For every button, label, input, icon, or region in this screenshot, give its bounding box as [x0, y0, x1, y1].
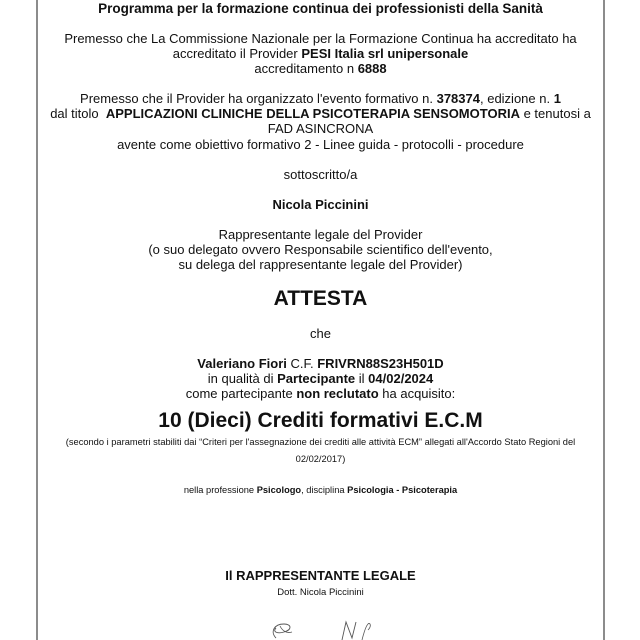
- premise1-text: Premesso che La Commissione Nazionale per la Formazione Continua ha accreditato ha: [64, 31, 577, 46]
- che-line: [38, 326, 603, 342]
- accreditation-label: accreditamento n: [254, 61, 358, 76]
- criteria-note-text-2: 02/02/2017): [295, 454, 346, 464]
- participant-line: [38, 356, 603, 372]
- cf-label: C.F.: [286, 356, 318, 371]
- held-at-label: e tenutosi a: [519, 106, 591, 121]
- status-label: come partecipante: [185, 386, 297, 401]
- che-text: che: [310, 326, 331, 341]
- criteria-note-line1: [38, 436, 603, 448]
- role-text-1: Rappresentante legale del Provider: [218, 227, 423, 242]
- program-header-text: Programma per la formazione continua dei professionisti della Sanità: [98, 1, 543, 16]
- undersigned-label: [38, 167, 603, 183]
- signature-name: [38, 587, 603, 599]
- premise2-line1: [38, 91, 603, 107]
- event-prefix: Premesso che il Provider ha organizzato l'evento formativo n.: [80, 91, 437, 106]
- credits-heading: [38, 409, 603, 433]
- program-header: [38, 1, 603, 17]
- profession-label: nella professione: [183, 485, 257, 495]
- premise1-line2: [38, 46, 603, 62]
- event-location: FAD ASINCRONA: [267, 121, 374, 136]
- premise1-line1: [38, 31, 603, 47]
- premise1-line3: [38, 61, 603, 77]
- recruitment-status: non reclutato: [296, 386, 379, 401]
- handwritten-signature-icon: [262, 618, 382, 640]
- edition-label: , edizione n.: [479, 91, 554, 106]
- event-number: 378374: [436, 91, 480, 106]
- capacity-line: [38, 371, 603, 387]
- discipline-value: Psicologia - Psicoterapia: [347, 485, 458, 495]
- status-line: [38, 386, 603, 402]
- signature-title-text: Il RAPPRESENTANTE LEGALE: [225, 568, 416, 583]
- signature-name-text: Dott. Nicola Piccinini: [277, 587, 364, 598]
- event-title: APPLICAZIONI CLINICHE DELLA PSICOTERAPIA SENSOMOTORIA: [105, 106, 520, 121]
- fiscal-code: FRIVRN88S23H501D: [317, 356, 444, 371]
- role-line2: [38, 242, 603, 258]
- profession-value: Psicologo: [256, 485, 302, 495]
- capacity-value: Partecipante: [277, 371, 356, 386]
- premise2-line2: [38, 106, 603, 122]
- provider-name: PESI Italia srl unipersonale: [301, 46, 469, 61]
- criteria-note-text-1: (secondo i parametri stabiliti dai “Criteri per l'assegnazione dei crediti alle attività ECM” allegati all'Accordo Stato Regioni del: [65, 437, 576, 447]
- date-label: il: [355, 371, 369, 386]
- attesta-text: ATTESTA: [273, 287, 368, 310]
- participation-date: 04/02/2024: [368, 371, 434, 386]
- attesta-heading: [38, 287, 603, 311]
- capacity-label: in qualità di: [207, 371, 278, 386]
- title-label: dal titolo: [50, 106, 106, 121]
- right-margin-rule: [603, 0, 605, 640]
- undersigned-text: sottoscritto/a: [283, 167, 358, 182]
- event-objective: avente come obiettivo formativo 2 - Linee guida - protocolli - procedure: [117, 137, 524, 152]
- representative-name: [38, 197, 603, 213]
- criteria-note-line2: [38, 453, 603, 465]
- role-line3: [38, 257, 603, 273]
- accreditation-number: 6888: [357, 61, 387, 76]
- participant-name: Valeriano Fiori: [197, 356, 287, 371]
- premise1-provider-prefix: accreditato il Provider: [172, 46, 302, 61]
- role-text-2: (o suo delegato ovvero Responsabile scientifico dell'evento,: [148, 242, 493, 257]
- representative-name-text: Nicola Piccinini: [272, 197, 369, 212]
- signature-title: [38, 568, 603, 584]
- acquired-label: ha acquisito:: [378, 386, 456, 401]
- premise2-line4: [38, 137, 603, 153]
- role-text-3: su delega del rappresentante legale del Provider): [178, 257, 463, 272]
- role-line1: [38, 227, 603, 243]
- premise2-line3: [38, 121, 603, 137]
- discipline-label: , disciplina: [301, 485, 348, 495]
- credits-text: 10 (Dieci) Crediti formativi E.C.M: [158, 409, 483, 432]
- edition-number: 1: [553, 91, 561, 106]
- profession-line: [38, 484, 603, 496]
